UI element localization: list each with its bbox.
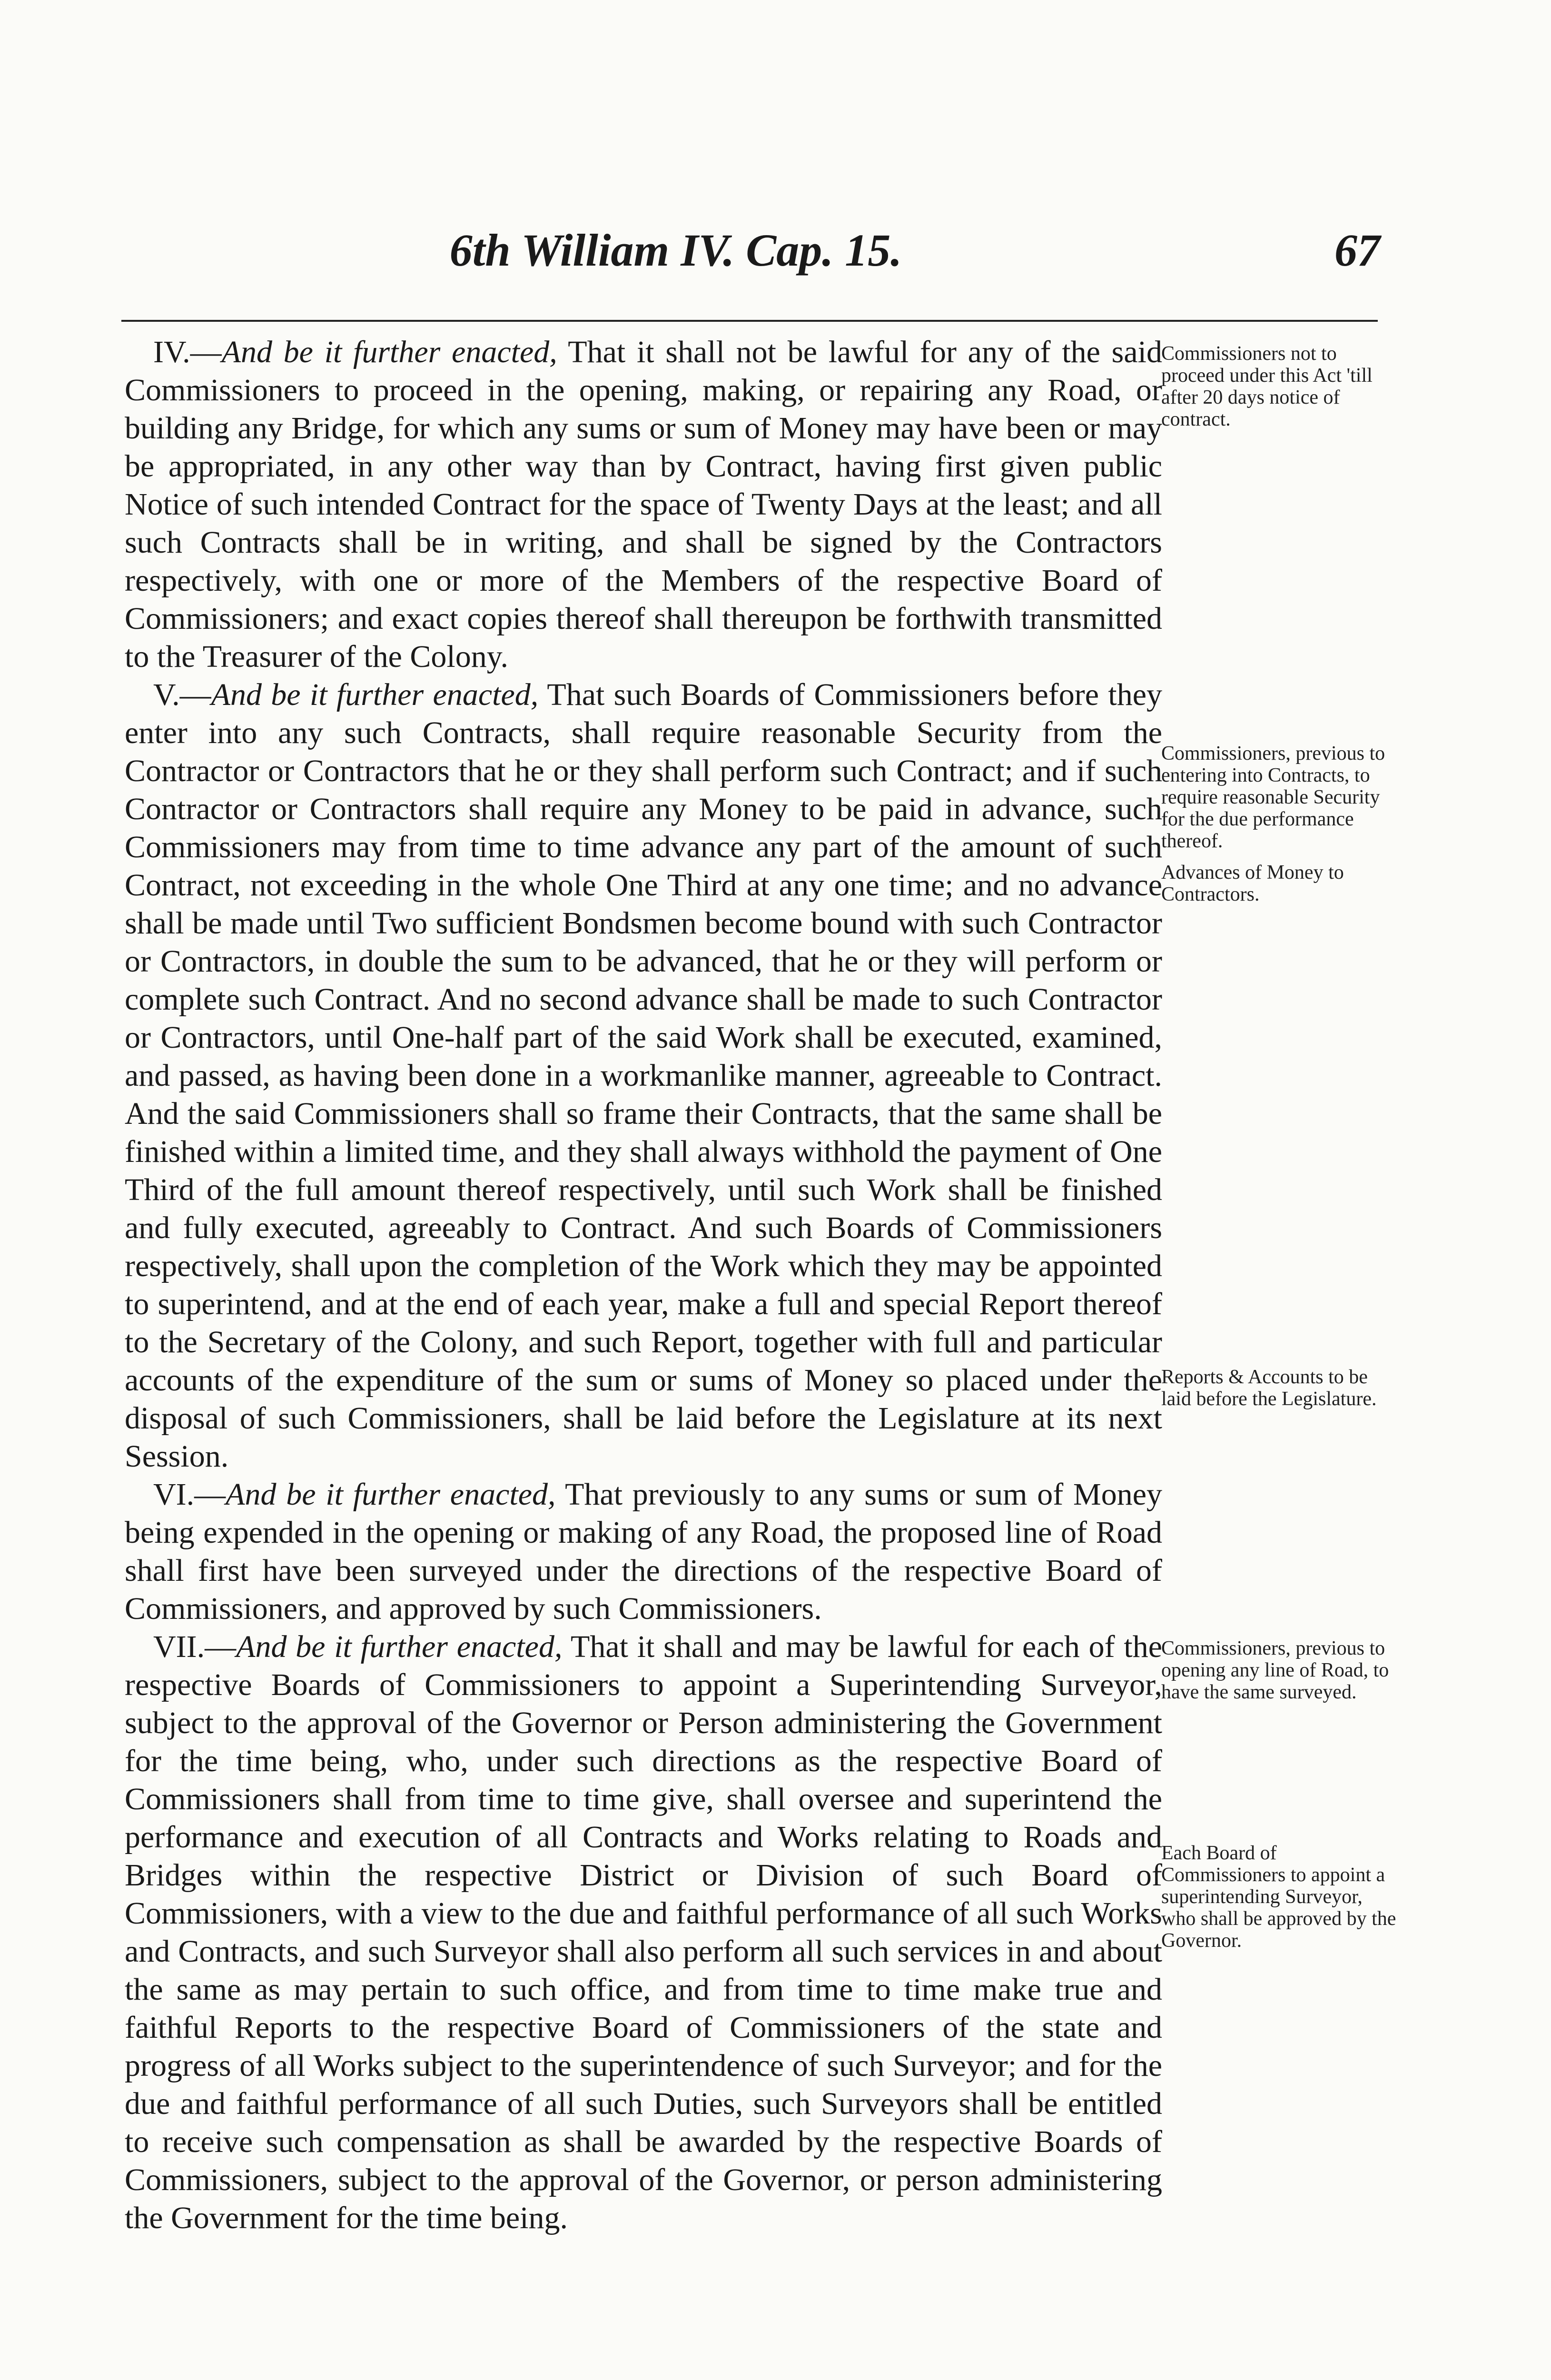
section-number: VII.— bbox=[153, 1629, 237, 1664]
enacting-clause: And be it further enacted, bbox=[221, 335, 557, 369]
section-number: VI.— bbox=[153, 1477, 226, 1512]
enacting-clause: And be it further enacted, bbox=[236, 1629, 563, 1664]
statute-body bbox=[125, 333, 1162, 2237]
section-iv bbox=[125, 333, 1162, 676]
margin-note-reports: Reports & Accounts to be laid before the Legislature. bbox=[1161, 1366, 1377, 1410]
header-rule bbox=[121, 320, 1378, 322]
running-title: 6th William IV. Cap. 15. bbox=[449, 225, 902, 276]
margin-note-survey: Commissioners, previous to opening any line of Road, to have the same surveyed. bbox=[1161, 1637, 1389, 1703]
section-vii bbox=[125, 1628, 1162, 2237]
margin-note-security: Commissioners, previous to entering into Contracts, to require reasonable Security for the due performance thereof. bbox=[1161, 743, 1385, 852]
margin-note-advances: Advances of Money to Contractors. bbox=[1161, 862, 1344, 905]
section-number: IV.— bbox=[153, 335, 222, 369]
margin-note-contract-notice: Commissioners not to proceed under this Act 'till after 20 days notice of contract. bbox=[1161, 343, 1373, 430]
margin-note-surveyor: Each Board of Commissioners to appoint a superintending Surveyor, who shall be approved by the Governor. bbox=[1161, 1842, 1396, 1952]
section-text: That it shall not be lawful for any of the said Commissioners to proceed in the opening, making, or repairing any Road, or building any Bridge, for which any sums or sum of Money may have been or may be appropriated, in any other way than by Contract, having first given public Notice of such intended Contract for the space of Twenty Days at the least; and all such Contracts shall be in writing, and shall be signed by the Contractors respectively, with one or more of the Members of the respective Board of Commissioners; and exact copies thereof shall thereupon be forthwith transmitted to the Treasurer of the Colony. bbox=[125, 335, 1162, 674]
enacting-clause: And be it further enacted, bbox=[211, 677, 539, 712]
section-vi bbox=[125, 1476, 1162, 1628]
section-text: That such Boards of Commissioners before they enter into any such Contracts, shall require reasonable Security from the Contractor or Contractors that he or they shall perform such Contract; and if such Contractor or Contractors shall require any Money to be paid in advance, such Commissioners may from time to time advance any part of the amount of such Contract, not exceeding in the whole One Third at any one time; and no advance shall be made until Two sufficient Bondsmen become bound with such Contractor or Contractors, in double the sum to be advanced, that he or they will perform or complete such Contract. And no second advance shall be made to such Contractor or Contractors, until One-half part of the said Work shall be executed, examined, and passed, as having been done in a workmanlike manner, agreeable to Contract. And the said Commissioners shall so frame their Contracts, that the same shall be finished within a limited time, and they shall always withhold the payment of One Third of the full amount thereof respectively, until such Work shall be finished and fully executed, agreeably to Contract. And such Boards of Commissioners respectively, shall upon the completion of the Work which they may be appointed to superintend, and at the end of each year, make a full and special Report thereof to the Secretary of the Colony, and such Report, together with full and particular accounts of the expenditure of the sum or sums of Money so placed under the disposal of such Commissioners, shall be laid before the Legislature at its next Session. bbox=[125, 677, 1162, 1474]
page-number: 67 bbox=[1334, 225, 1380, 276]
section-v bbox=[125, 676, 1162, 1476]
page-header bbox=[119, 224, 1380, 295]
section-text: That it shall and may be lawful for each of the respective Boards of Commissioners to appoint a Superintending Surveyor, subject to the approval of the Governor or Person administering the Government for the time being, who, under such directions as the respective Board of Commissioners shall from time to time give, shall oversee and superintend the performance and execution of all Contracts and Works relating to Roads and Bridges within the respective District or Division of such Board of Commissioners, with a view to the due and faithful performance of all such Works and Contracts, and such Surveyor shall also perform all such services in and about the same as may pertain to such office, and from time to time make true and faithful Reports to the respective Board of Commissioners of the state and progress of all Works subject to the superintendence of such Surveyor; and for the due and faithful performance of all such Duties, such Surveyors shall be entitled to receive such compensation as shall be awarded by the respective Boards of Commissioners, subject to the approval of the Governor, or person administering the Government for the time being. bbox=[125, 1629, 1163, 2235]
section-text: That previously to any sums or sum of Money being expended in the opening or making of any Road, the proposed line of Road shall first have been surveyed under the directions of the respective Board of Commissioners, and approved by such Commissioners. bbox=[125, 1477, 1162, 1626]
section-number: V.— bbox=[153, 677, 211, 712]
enacting-clause: And be it further enacted, bbox=[226, 1477, 556, 1512]
